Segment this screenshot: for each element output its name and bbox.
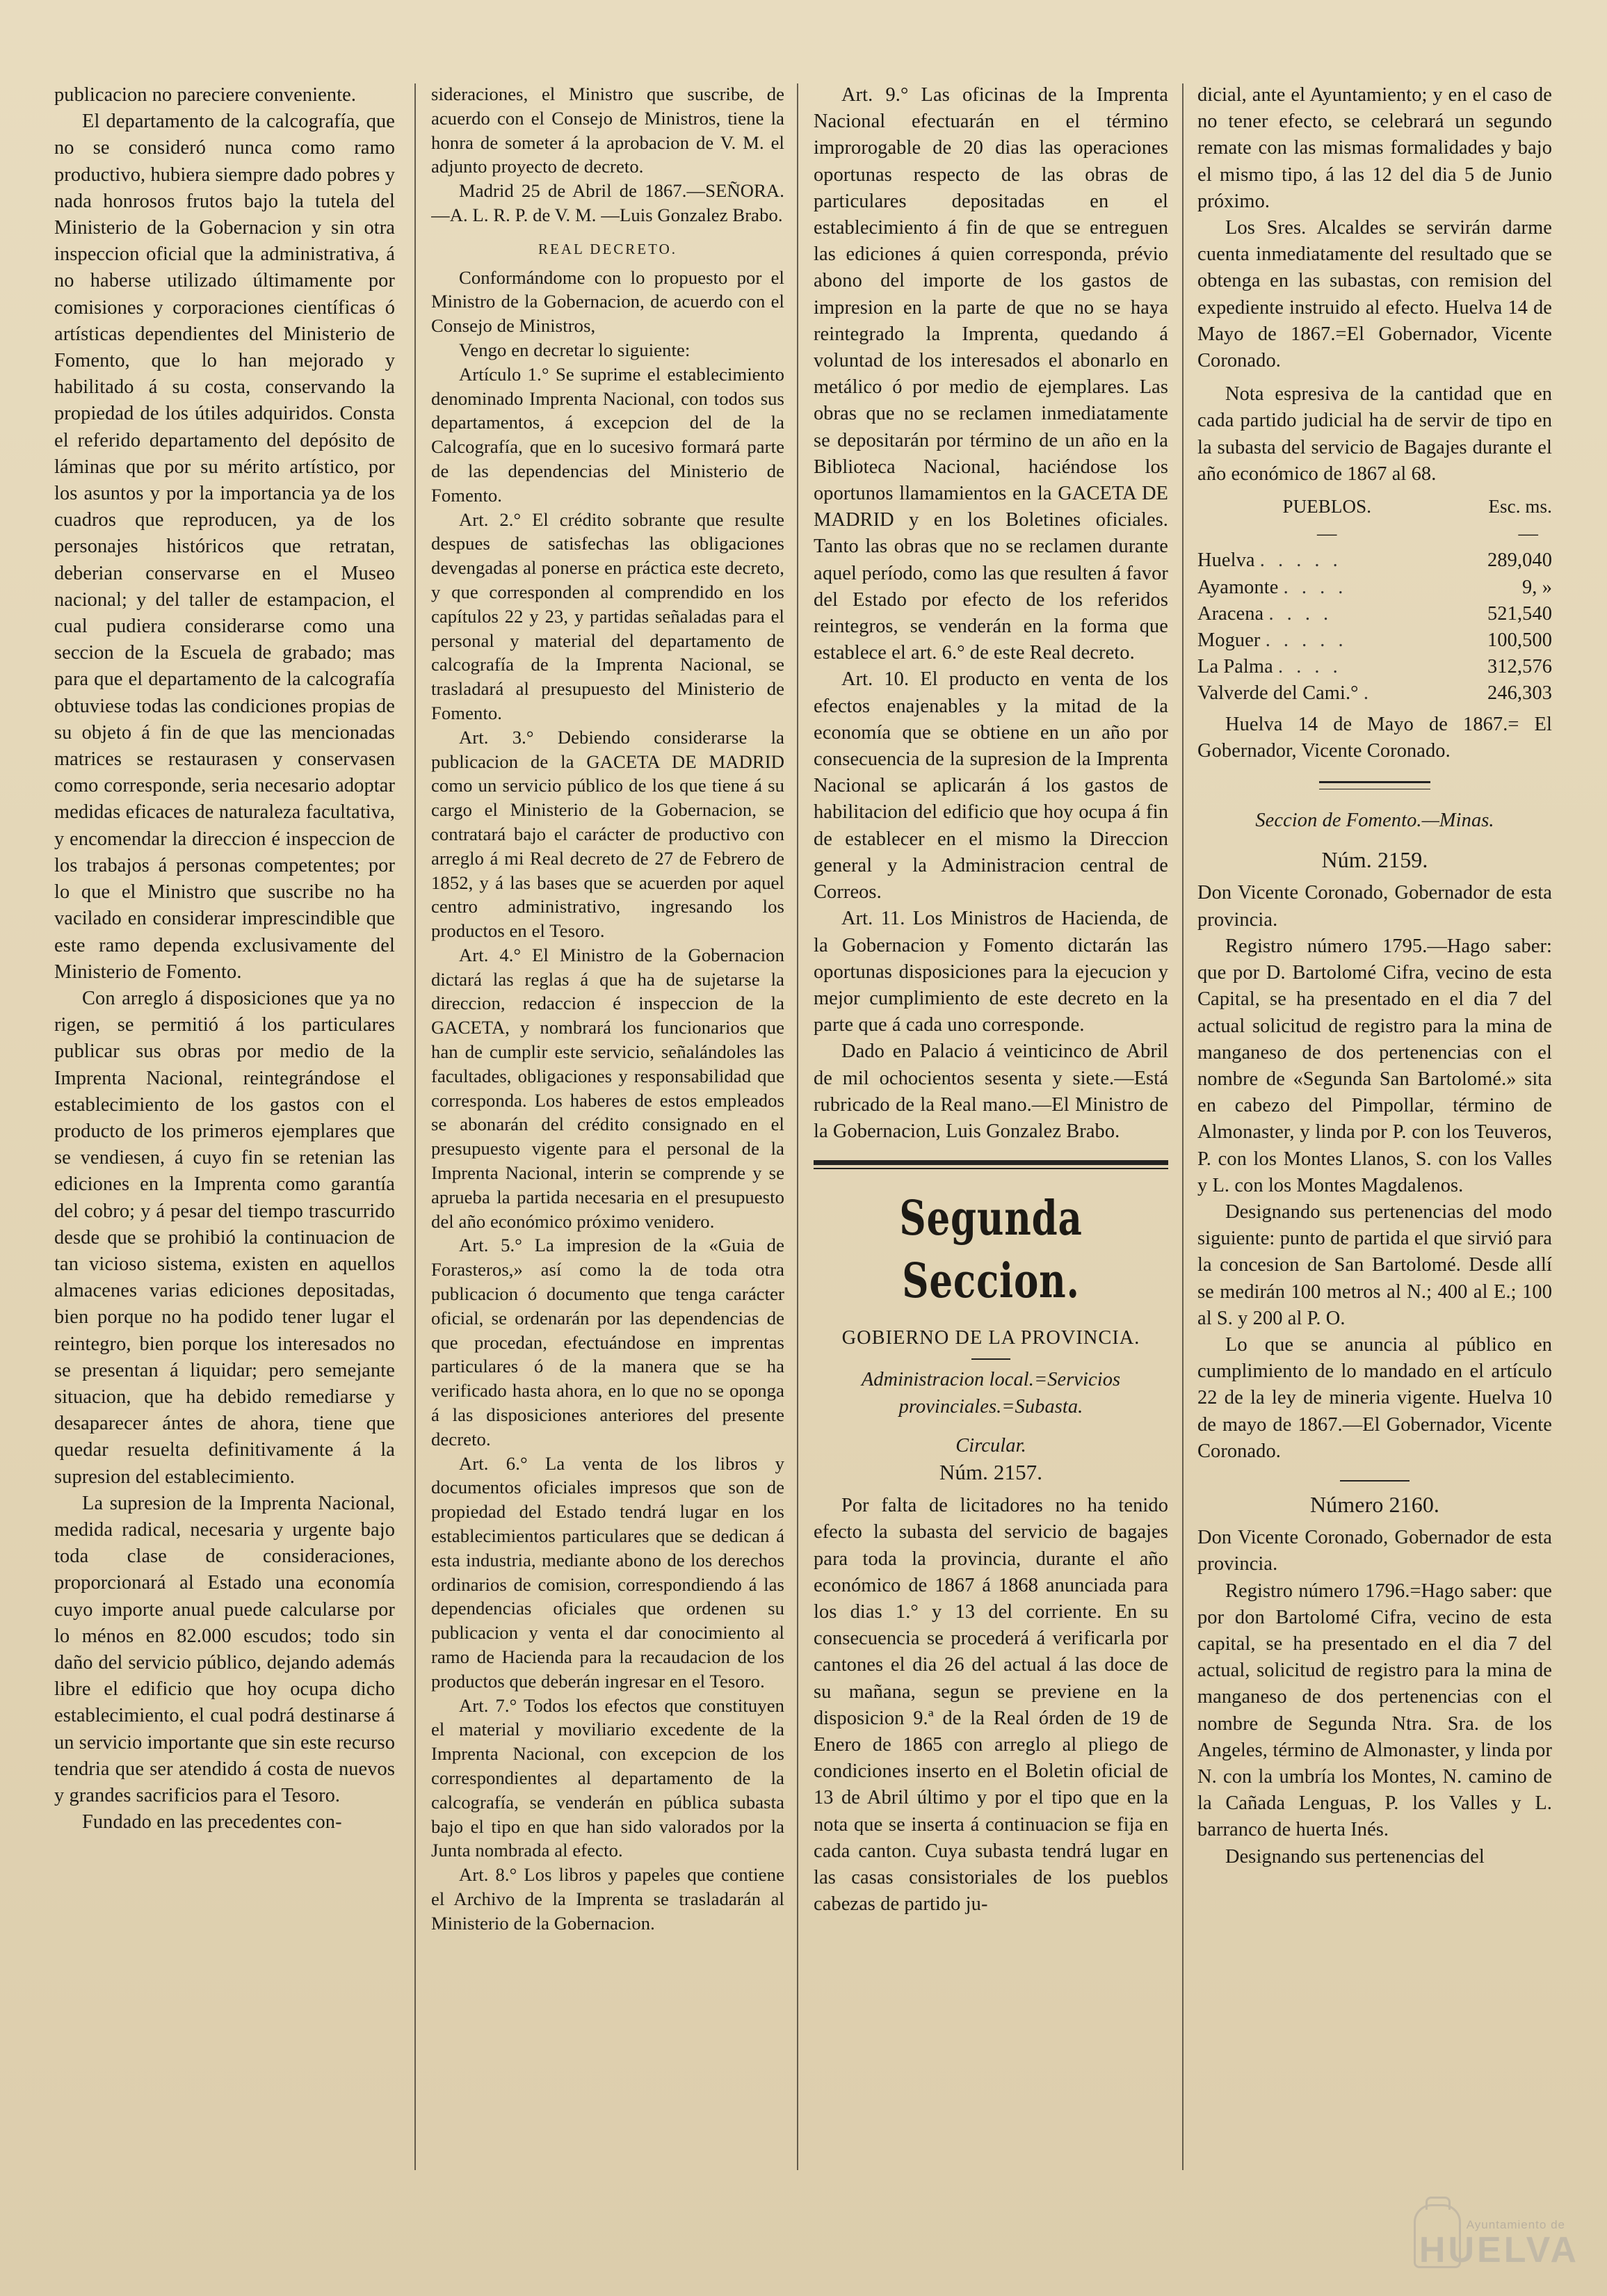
town-name: Ayamonte	[1197, 576, 1279, 598]
paragraph: Los Sres. Alcaldes se servirán darme cuenta inmediatamente del resultado que se obtenga en las subastas, con remision del expediente instruido al efecto. Huelva 14 de Mayo de 1867.=El Gobernador, Vicente Coronado.	[1197, 217, 1552, 372]
paragraph: Registro número 1796.=Hago saber: que por don Bartolomé Cifra, vecino de esta capital, se ha presentado en el dia 7 del actual, solicitud de registro para la mina de manganeso de dos pertenencias con el nombre de Segunda Ntra. Sra. de los Angeles, término de Almonaster, y linda por N. con la umbría los Montes, N. camino de la Cañada Lenguas, P. los Valles y L. barranco de huerta Inés.	[1197, 1580, 1552, 1841]
column-rule	[414, 83, 416, 2170]
paragraph: Designando sus pertenencias del modo siguiente: punto de partida el que sirvió para la concesion de San Bartolomé. Desde allí se medirán 100 metros al N.; 400 al E.; 100 al S. y 200 al P. O.	[1197, 1201, 1552, 1329]
table-dash: —	[1317, 523, 1337, 545]
bagajes-table	[1197, 492, 1552, 707]
minas-heading: Seccion de Fomento.—Minas.	[1255, 810, 1494, 832]
paragraph: El departamento de la calcografía, que no se consideró nunca como ramo productivo, hubiera siempre dado pobres y nada honrosos frutos bajo la tutela del Ministerio de la Gobernacion y sin otra inspeccion oficial que la administrativa, á no haberse utilizado últimamente por comisiones y corporaciones científicas ó artísticas dependientes del Ministerio de Fomento, que lo han mejorado y habilitado á su costa, conservando la propiedad de los útiles adquiridos. Consta el referido departamento del depósito de láminas que por su mérito artístico, por los asuntos y por la importancia ya de los cuadros que reproducen, ya de los personajes históricos que retratan, deberian conservarse en el Museo nacional; y del taller de estampacion, el cual pudiera considerarse como una seccion de la Escuela de grabado; mas para que el departamento de la calcografía obtuviese todas las condiciones propias de su objeto á fin de que las mencionadas matrices se restaurasen y conservasen como corresponde, seria necesario adoptar medidas eficaces de naturaleza facultativa, y encomendar la direccion é inspeccion de los trabajos á personas competentes; por lo que el Ministro que suscribe no ha vacilado en considerar imprescindible que este ramo dependa exclusivamente del Ministerio de Fomento.	[54, 111, 395, 983]
paragraph: Conformándome con lo propuesto por el Ministro de la Gobernacion, de acuerdo con el Consejo de Ministros,	[431, 266, 784, 337]
town-name: Aracena	[1197, 602, 1264, 625]
section-divider-thick	[814, 1160, 1168, 1165]
town-name: Huelva	[1197, 549, 1255, 572]
table-row: Moguer . . . . . 100,500	[1197, 627, 1552, 654]
circular-label: Circular.	[955, 1434, 1026, 1456]
article: Artículo 1.° Se suprime el establecimiento denominado Imprenta Nacional, con todos sus departamentos, á excepcion del de la Calcografía, que en lo sucesivo formará parte de las dependencias del Ministerio de Fomento.	[431, 363, 784, 506]
table-header-pueblos: PUEBLOS.	[1282, 496, 1372, 517]
paragraph: Fundado en las precedentes con-	[82, 1811, 342, 1833]
paragraph: Don Vicente Coronado, Gobernador de esta provincia.	[1197, 882, 1552, 931]
table-header-escudos: Esc. ms.	[1488, 496, 1552, 517]
gov-heading: GOBIERNO DE LA PROVINCIA.	[841, 1327, 1140, 1349]
paragraph: publicacion no pareciere conveniente.	[54, 84, 357, 106]
watermark-small: Ayuntamiento de	[1466, 2218, 1565, 2231]
article: Art. 3.° Debiendo considerarse la publicacion de la GACETA DE MADRID como un servicio público de los que tiene á su cargo el Ministerio de la Gobernacion, se contratará bajo el carácter de productivo con arreglo á mi Real decreto de 27 de Febrero de 1852, y á las bases que se acuerden por aquel centro administrativo, ingresando los productos en el Tesoro.	[431, 726, 784, 942]
paragraph: Don Vicente Coronado, Gobernador de esta provincia.	[1197, 1527, 1552, 1575]
column-rule	[1182, 83, 1184, 2170]
paragraph: Dado en Palacio á veinticinco de Abril de mil ochocientos sesenta y siete.—Está rubricado de la Real mano.—El Ministro de la Gobernacion, Luis Gonzalez Brabo.	[814, 1041, 1168, 1142]
paragraph: Designando sus pertenencias del	[1225, 1845, 1485, 1868]
signature-line: Huelva 14 de Mayo de 1867.= El Gobernador, Vicente Coronado.	[1197, 713, 1552, 762]
table-dash: —	[1518, 523, 1538, 545]
article: Art. 2.° El crédito sobrante que resulte despues de satisfechas las obligaciones devengadas al ponerse en práctica este decreto, y que corresponden al comprendido en los capítulos 22 y 23, y partidas señaladas para el personal y material del departamento de calcografía de la Imprenta Nacional, se trasladará al presupuesto del Ministerio de Fomento.	[431, 508, 784, 723]
column-rule	[797, 83, 798, 2170]
admin-subheading: Administracion local.=Servicios provinciales.=Subasta.	[861, 1369, 1121, 1418]
section-divider-thin	[814, 1168, 1168, 1169]
article: Art. 6.° La venta de los libros y documentos oficiales impresos que son de propiedad del Estado tendrá lugar en los establecimientos particulares que se dedican á esta industria, mediante abono de los derechos ordinarios de comision, correspondiendo á las dependencias oficiales que ordenen su publicacion y venta el dar conocimiento al ramo de Hacienda para la recaudacion de los productos que deberán ingresar en el Tesoro.	[431, 1452, 784, 1692]
paragraph: dicial, ante el Ayuntamiento; y en el caso de no tener efecto, se celebrará un segundo remate con las mismas formalidades y bajo el mismo tipo, á las 12 del dia 5 de Junio próximo.	[1197, 84, 1552, 212]
article: Art. 9.° Las oficinas de la Imprenta Nacional efectuarán en el término improrogable de 20 dias las operaciones oportunas respecto de las obras de particulares depositadas en el establecimiento á fin de que se entreguen las ediciones á quien corresponda, prévio abono del importe de los gastos de impresion en la parte de que no se haya reintegrado la Imprenta, quedando á voluntad de los interesados el abonarlo en metálico ó por medio de ejemplares. Las obras que no se reclamen inmediatamente se depositarán por término de un año en la Biblioteca Nacional, haciéndose los oportunos llamamientos en la GACETA DE MADRID y en los Boletines oficiales. Tanto las obras que no se reclamen durante aquel período, como las que resulten á favor del Estado por efecto de los referidos reintegros, se venderán en la forma que establece el art. 6.° de este Real decreto.	[814, 84, 1168, 664]
town-name: La Palma	[1197, 656, 1273, 678]
notice-number: Número 2160.	[1309, 1491, 1440, 1517]
watermark-logo: HUELVA	[1419, 2230, 1579, 2270]
table-row: Ayamonte . . . . 9, »	[1197, 575, 1552, 601]
town-value: 289,040	[1487, 549, 1552, 572]
paragraph: Con arreglo á disposiciones que ya no rigen, se permitió á los particulares publicar sus obras por medio de la Imprenta Nacional, reintegrándose el establecimiento de los gastos con el producto de los primeros ejemplares que se vendiesen, á cuyo fin se retenian las ediciones en la Imprenta como garantía del cobro; y á pesar del tiempo trascurrido desde que se prohibió la continuacion de tan vicioso sistema, existen en aquellos almacenes varias ediciones depositadas, bien porque no ha podido tener lugar el reintegro, bien porque los interesados no se presentan á liquidar; pero semejante situacion, que ha debido remediarse y desaparecer ántes de ahora, tiene que quedar resuelta definitivamente á la supresion del establecimiento.	[54, 987, 395, 1488]
town-value: 246,303	[1487, 682, 1552, 705]
notice-number: Núm. 2159.	[1321, 847, 1428, 873]
town-value: 9, »	[1522, 576, 1552, 598]
short-rule	[1340, 1480, 1410, 1482]
section-title: Segunda Seccion.	[899, 1191, 1083, 1310]
column-1	[54, 82, 395, 2273]
table-row: Huelva . . . . . 289,040	[1197, 547, 1552, 574]
paragraph: Vengo en decretar lo siguiente:	[459, 339, 691, 360]
column-3	[814, 82, 1168, 2273]
signature-line: Madrid 25 de Abril de 1867.—SEÑORA.—A. L. R. P. de V. M. —Luis Gonzalez Brabo.	[431, 180, 784, 225]
column-2	[431, 82, 784, 2273]
article: Art. 11. Los Ministros de Hacienda, de la Gobernacion y Fomento dictarán las oportunas disposiciones para la ejecucion y mejor cumplimiento de este decreto en la parte que á cada uno corresponde.	[814, 908, 1168, 1036]
article: Art. 10. El producto en venta de los efectos enajenables y la mitad de la economía que se obtiene en un año por consecuencia de la supresion de la Imprenta Nacional se aplicarán á los gastos de habilitacion del edificio que hoy ocupa á fin de establecer en el mismo la Direccion general y la Administracion central de Correos.	[814, 668, 1168, 904]
town-value: 521,540	[1487, 602, 1552, 625]
ornamental-rule	[1319, 781, 1430, 789]
short-rule	[971, 1358, 1010, 1360]
article: Art. 7.° Todos los efectos que constituyen el material y moviliario excedente de la Imprenta Nacional, con excepcion de los correspondientes al departamento de la calcografía, se venderán en pública subasta bajo el tipo en que han sido valorados por la Junta nombrada al efecto.	[431, 1694, 784, 1861]
paragraph: Por falta de licitadores no ha tenido efecto la subasta del servicio de bagajes para toda la provincia, durante el año económico de 1867 á 1868 anunciada para los dias 1.° y 13 del corriente. En su consecuencia se procederá á verificarla por cantones el dia 26 del actual á las doce de su mañana, segun se previene en la disposicion 9.ª de la Real órden de 19 de Enero de 1865 con arreglo al pliego de condiciones inserto en el Boletin oficial de 13 de Abril último y por el tipo que en la nota que se inserta á continuacion se fija en cada canton. Cuya subasta tendrá lugar en las casas consistoriales de los pueblos cabezas de partido ju-	[814, 1495, 1168, 1916]
town-name: Moguer	[1197, 629, 1261, 652]
note-paragraph: Nota espresiva de la cantidad que en cada partido judicial ha de servir de tipo en la subasta del servicio de Bagajes durante el año económico de 1867 al 68.	[1197, 383, 1552, 485]
real-decreto-heading: REAL DECRETO.	[538, 240, 677, 257]
circular-number: Núm. 2157.	[939, 1459, 1043, 1484]
town-value: 312,576	[1487, 656, 1552, 678]
article: Art. 4.° El Ministro de la Gobernacion dictará las reglas á que ha de sujetarse la direccion, redaccion é inspeccion de la GACETA, y nombrará los funcionarios que han de cumplir este servicio, señalándoles las facultades, obligaciones y responsabilidad que corresponda. Los haberes de estos empleados se abonarán del crédito consignado en el presupuesto vigente para el personal de la Imprenta Nacional, interin se comprende y se aprueba la partida necesaria en el presupuesto del año económico próximo venidero.	[431, 944, 784, 1232]
paragraph: La supresion de la Imprenta Nacional, medida radical, necesaria y urgente bajo toda clase de consideraciones, proporcionará al Estado una economía cuyo importe anual puede calcularse por lo ménos en 82.000 escudos; todo sin daño del servicio público, dejando además libre el edificio que hoy ocupa dicho establecimiento, el cual podrá destinarse á un servicio importante que sin este recurso tendria que ser atendido á costa de nuevos y grandes sacrificios para el Tesoro.	[54, 1492, 395, 1806]
column-4	[1197, 82, 1552, 2273]
article: Art. 5.° La impresion de la «Guia de Forasteros,» así como la de toda otra publicacion ó documento que tenga carácter oficial, se ordenarán por las dependencias de que procedan, efectuándose en imprentas particulares ó de la manera que se ha verificado hasta ahora, en lo que no se oponga á las disposiciones anteriores del presente decreto.	[431, 1235, 784, 1450]
town-value: 100,500	[1487, 629, 1552, 652]
paragraph: Lo que se anuncia al público en cumplimiento de lo mandado en el artículo 22 de la ley de mineria vigente. Huelva 10 de mayo de 1867.—El Gobernador, Vicente Coronado.	[1197, 1333, 1552, 1462]
paragraph: sideraciones, el Ministro que suscribe, de acuerdo con el Consejo de Ministros, tiene la honra de someter á la aprobacion de V. M. el adjunto proyecto de decreto.	[431, 83, 784, 177]
table-row: Valverde del Cami.° . 246,303	[1197, 680, 1552, 707]
table-row: La Palma . . . . 312,576	[1197, 654, 1552, 680]
paragraph: Registro número 1795.—Hago saber: que por D. Bartolomé Cifra, vecino de esta Capital, se ha presentado en el dia 7 del actual solicitud de registro para la mina de manganeso de dos pertenencias con el nombre de «Segunda San Bartolomé.» sita en cabezo del Pimpollar, término de Almonaster, y linda por P. con los Teuveros, P. con los Montes Llanos, S. con los Valles y L. con los Montes Magdalenos.	[1197, 935, 1552, 1196]
town-name: Valverde del Cami.°	[1197, 682, 1359, 705]
table-row: Aracena . . . . 521,540	[1197, 601, 1552, 627]
article: Art. 8.° Los libros y papeles que contiene el Archivo de la Imprenta se trasladarán al Ministerio de la Gobernacion.	[431, 1864, 784, 1934]
